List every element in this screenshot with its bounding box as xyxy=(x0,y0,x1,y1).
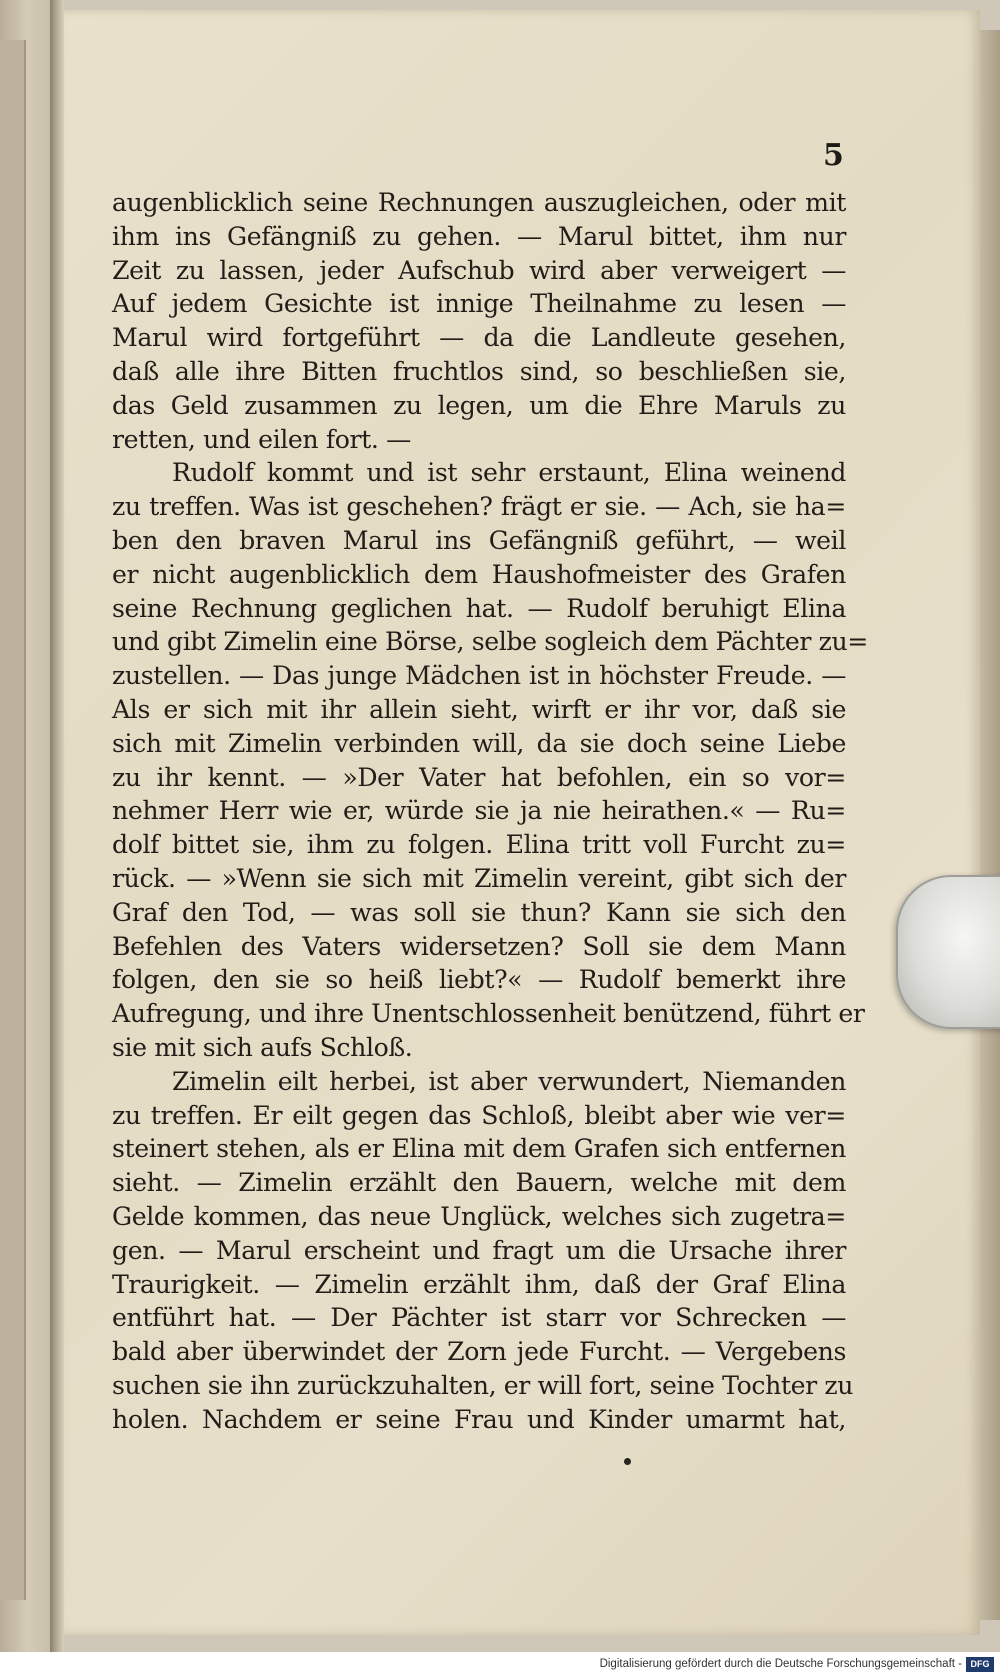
text-line: nehmer Herr wie er, würde sie ja nie heirathen.« — Ru= xyxy=(112,796,846,826)
body-text xyxy=(112,186,868,1436)
book-gutter xyxy=(50,0,64,1652)
text-line: daß alle ihre Bitten fruchtlos sind, so beschließen sie, xyxy=(112,356,846,386)
signature-mark xyxy=(624,1458,631,1465)
text-line: und gibt Zimelin eine Börse, selbe sogleich dem Pächter zu= xyxy=(112,627,868,657)
text-line: Aufregung, und ihre Unentschlossenheit benützend, führt er xyxy=(112,999,865,1029)
text-line: zu treffen. Was ist geschehen? frägt er sie. — Ach, sie ha= xyxy=(112,492,846,522)
text-line: Marul wird fortgeführt — da die Landleute gesehen, xyxy=(112,323,846,353)
previous-page-strip xyxy=(0,40,26,1600)
text-line: augenblicklich seine Rechnungen auszugleichen, oder mit xyxy=(112,188,846,217)
text-line: Auf jedem Gesichte ist innige Theilnahme zu lesen — xyxy=(112,289,846,319)
previous-page-edge xyxy=(0,0,50,1652)
text-line: Zeit zu lassen, jeder Aufschub wird aber verweigert — xyxy=(112,255,846,285)
text-line: Als er sich mit ihr allein sieht, wirft er ihr vor, daß sie xyxy=(112,694,846,724)
text-line: Zimelin eilt herbei, ist aber verwundert, Niemanden xyxy=(172,1066,846,1096)
text-line: entführt hat. — Der Pächter ist starr vor Schrecken — xyxy=(112,1303,846,1333)
text-line: das Geld zusammen zu legen, um die Ehre Maruls zu xyxy=(112,390,846,420)
text-line: zustellen. — Das junge Mädchen ist in höchster Freude. — xyxy=(112,661,846,691)
text-line: sich mit Zimelin verbinden will, da sie doch seine Liebe xyxy=(112,728,846,758)
text-line: Graf den Tod, — was soll sie thun? Kann sie sich den xyxy=(112,897,846,927)
text-line: dolf bittet sie, ihm zu folgen. Elina tritt voll Furcht zu= xyxy=(112,830,846,860)
text-line: retten, und eilen fort. — xyxy=(112,424,411,454)
text-line: Rudolf kommt und ist sehr erstaunt, Elina weinend xyxy=(172,458,846,488)
text-line: Gelde kommen, das neue Unglück, welches sich zugetra= xyxy=(112,1201,846,1231)
text-line: steinert stehen, als er Elina mit dem Grafen sich entfernen xyxy=(112,1134,846,1164)
text-line: sieht. — Zimelin erzählt den Bauern, welche mit dem xyxy=(112,1168,846,1198)
text-line: folgen, den sie so heiß liebt?« — Rudolf bemerkt ihre xyxy=(112,965,846,995)
page-number: 5 xyxy=(823,138,844,173)
dfg-logo-icon: DFG xyxy=(966,1657,994,1672)
text-line: seine Rechnung geglichen hat. — Rudolf beruhigt Elina xyxy=(112,593,846,623)
text-line: Befehlen des Vaters widersetzen? Soll sie dem Mann xyxy=(112,931,846,961)
text-line: ihm ins Gefängniß zu gehen. — Marul bittet, ihm nur xyxy=(112,221,846,251)
digitization-footer xyxy=(0,1652,1000,1679)
text-line: er nicht augenblicklich dem Haushofmeister des Grafen xyxy=(112,559,846,589)
text-line: holen. Nachdem er seine Frau und Kinder umarmt hat, xyxy=(112,1404,846,1434)
text-line: ben den braven Marul ins Gefängniß geführt, — weil xyxy=(112,525,846,555)
text-line: bald aber überwindet der Zorn jede Furcht. — Vergebens xyxy=(112,1337,846,1367)
text-line: rück. — »Wenn sie sich mit Zimelin vereint, gibt sich der xyxy=(112,863,846,893)
text-line: Traurigkeit. — Zimelin erzählt ihm, daß der Graf Elina xyxy=(112,1269,846,1299)
text-line: zu treffen. Er eilt gegen das Schloß, bleibt aber wie ver= xyxy=(112,1100,846,1130)
text-line: suchen sie ihn zurückzuhalten, er will fort, seine Tochter zu xyxy=(112,1370,854,1400)
page-clip xyxy=(896,875,1000,1029)
text-line: sie mit sich aufs Schloß. xyxy=(112,1032,413,1062)
text-line: gen. — Marul erscheint und fragt um die Ursache ihrer xyxy=(112,1235,846,1265)
page-stack-edge xyxy=(980,30,1000,1620)
funding-credit: Digitalisierung gefördert durch die Deutsche Forschungsgemeinschaft - xyxy=(599,1658,962,1670)
text-line: zu ihr kennt. — »Der Vater hat befohlen, ein so vor= xyxy=(112,762,846,792)
